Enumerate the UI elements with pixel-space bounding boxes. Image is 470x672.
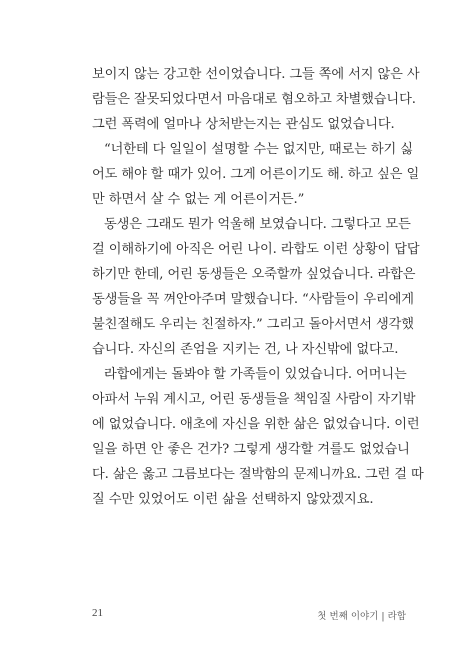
paragraph: [92, 362, 424, 512]
paragraph: [92, 137, 420, 212]
text-line: 일을 하면 안 좋은 건가? 그렇게 생각할 겨를도 없었습니: [92, 442, 410, 457]
text-line: 그런 폭력에 얼마나 상처받는지는 관심도 없었습니다.: [92, 117, 395, 132]
text-line: 보이지 않는 강고한 선이었습니다. 그들 쪽에 서지 않은 사: [92, 67, 420, 82]
text-line: 에 없었습니다. 애초에 자신을 위한 삶은 없었습니다. 이런: [92, 417, 420, 432]
page-number: 21: [92, 607, 103, 619]
text-line: 어도 해야 할 때가 있어. 그게 어른이기도 해. 하고 싶은 일: [92, 167, 420, 182]
text-line: 습니다. 자신의 존엄을 지키는 건, 나 자신밖에 없다고.: [92, 342, 399, 357]
text-line: 라합에게는 돌봐야 할 가족들이 있었습니다. 어머니는: [104, 367, 407, 382]
text-line: 걸 이해하기에 아직은 어린 나이. 라합도 이런 상황이 답답: [92, 242, 420, 257]
paragraph: [92, 62, 420, 137]
text-line: 만 하면서 살 수 없는 게 어른이거든.”: [92, 192, 305, 207]
paragraph: [92, 212, 420, 362]
text-line: 동생들을 꼭 껴안아주며 말했습니다. “사람들이 우리에게: [92, 292, 414, 307]
text-line: 동생은 그래도 뭔가 억울해 보였습니다. 그렇다고 모든: [104, 217, 411, 232]
text-line: 아파서 누워 계시고, 어린 동생들을 책임질 사람이 자기밖: [92, 392, 416, 407]
running-title: 첫 번째 이야기 | 라합: [317, 611, 406, 622]
body-text: [92, 62, 424, 512]
text-line: 불친절해도 우리는 친절하자.” 그리고 돌아서면서 생각했: [92, 317, 414, 332]
text-line: 람들은 잘못되었다면서 마음대로 혐오하고 차별했습니다.: [92, 92, 416, 107]
text-line: 하기만 한데, 어린 동생들은 오죽할까 싶었습니다. 라합은: [92, 267, 416, 282]
text-line: 다. 삶은 옳고 그름보다는 절박함의 문제니까요. 그런 걸 따: [92, 467, 424, 482]
text-line: 질 수만 있었어도 이런 삶을 선택하지 않았겠지요.: [92, 492, 374, 507]
text-line: “너한테 다 일일이 설명할 수는 없지만, 때로는 하기 싫: [104, 142, 413, 157]
